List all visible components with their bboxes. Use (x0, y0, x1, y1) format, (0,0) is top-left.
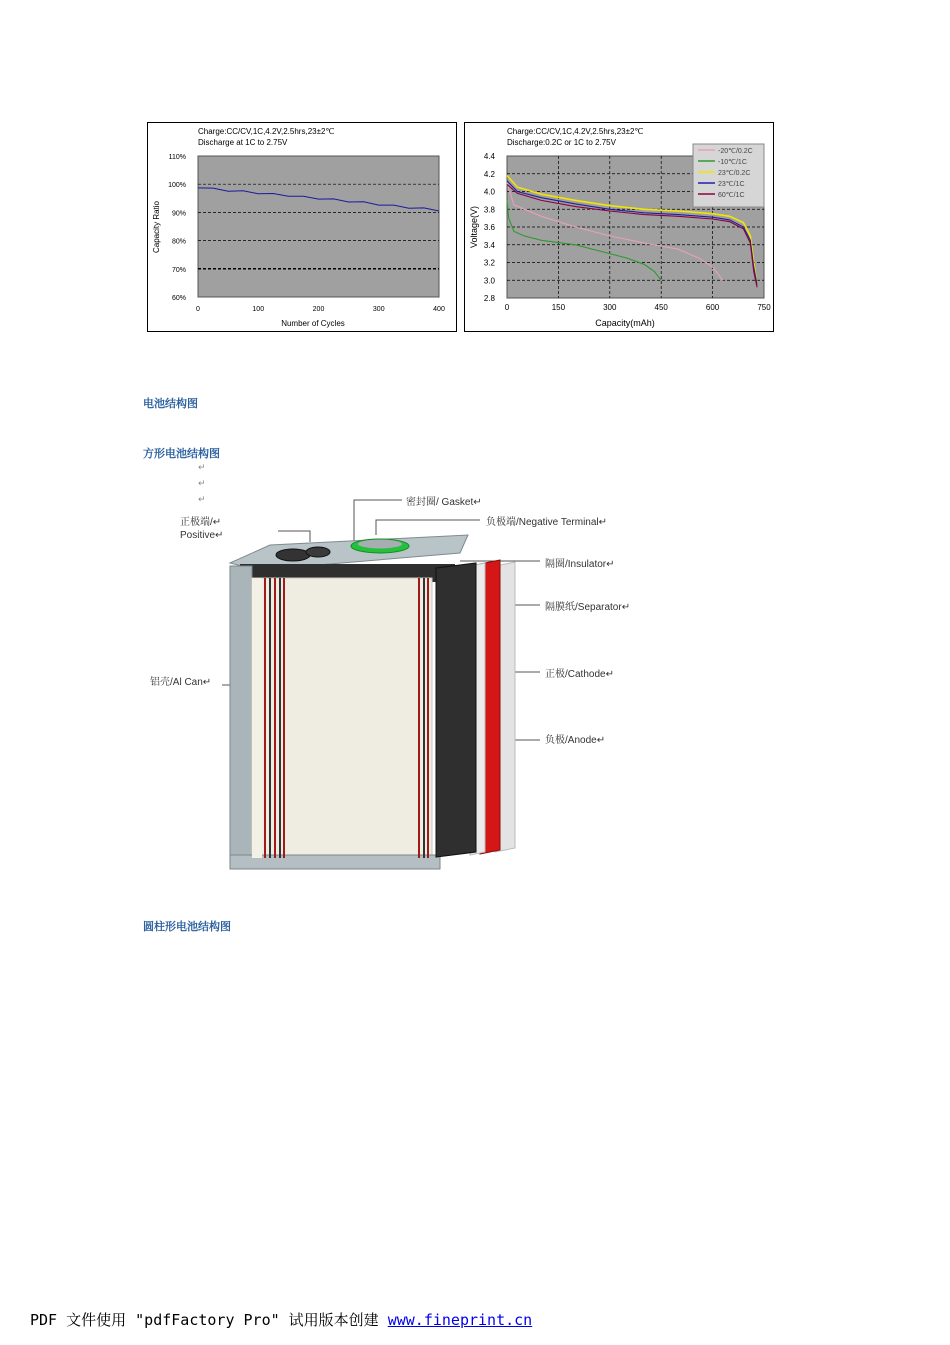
discharge-y-axis-label: Voltage(V) (469, 205, 479, 249)
cycle-x-axis-label: Number of Cycles (281, 319, 345, 328)
label-cathode: 正极/Cathode↵ (545, 669, 614, 680)
al-can-body (230, 566, 252, 869)
cycle-y-tick-label: 110% (168, 154, 186, 161)
heading-prismatic-structure: 方形电池结构图 (143, 447, 220, 460)
paragraph-mark: ↵ (198, 463, 206, 473)
discharge-chart-svg (465, 123, 773, 331)
discharge-x-tick-label: 600 (705, 303, 720, 312)
cycle-y-tick-label: 60% (171, 295, 186, 302)
cycle-y-axis-label: Capacity Ratio (152, 200, 161, 254)
label-al-can: 铝壳/Al Can↵ (150, 677, 212, 688)
cycle-chart-note-1: Charge:CC/CV,1C,4.2V,2.5hrs,23±2℃ (198, 127, 335, 136)
discharge-y-tick-label: 4.4 (483, 152, 495, 161)
positive-terminal-2 (306, 547, 330, 557)
heading-cylindrical-structure: 圆柱形电池结构图 (143, 920, 231, 933)
cycle-plot-area (198, 156, 439, 297)
cycle-y-ticks (168, 154, 186, 302)
anode-layer (436, 563, 476, 857)
cycle-life-chart (147, 122, 457, 332)
cycle-life-chart-svg (148, 123, 456, 331)
discharge-x-tick-label: 750 (757, 303, 771, 312)
footer-text: PDF 文件使用 "pdfFactory Pro" 试用版本创建 (30, 1311, 388, 1329)
cycle-x-tick-label: 100 (252, 306, 265, 313)
cycle-chart-note-2: Discharge at 1C to 2.75V (198, 138, 288, 147)
discharge-y-tick-label: 3.2 (483, 258, 495, 268)
footer-link[interactable]: www.fineprint.cn (387, 1311, 533, 1329)
cycle-x-tick-label: 200 (312, 306, 325, 313)
label-anode: 负极/Anode↵ (545, 735, 606, 746)
legend-label: -20℃/0.2C (718, 148, 753, 155)
discharge-y-tick-label: 3.6 (483, 223, 495, 232)
discharge-chart-note-2: Discharge:0.2C or 1C to 2.75V (507, 138, 616, 147)
paragraph-mark: ↵ (198, 479, 206, 489)
cycle-y-tick-label: 80% (171, 238, 186, 246)
discharge-y-tick-label: 3.4 (483, 240, 495, 250)
discharge-y-ticks (484, 152, 496, 303)
legend-label: 23℃/1C (718, 181, 745, 188)
cycle-y-tick-label: 90% (171, 210, 186, 218)
negative-terminal (358, 540, 402, 549)
positive-terminal (276, 549, 310, 561)
legend-label: 60℃/1C (718, 192, 745, 199)
paragraph-mark: ↵ (198, 495, 206, 505)
discharge-y-tick-label: 4.2 (483, 169, 495, 179)
discharge-x-tick-label: 0 (504, 303, 510, 312)
label-insulator: 隔圈/Insulator↵ (545, 559, 615, 570)
cycle-x-tick-label: 0 (196, 306, 200, 313)
cycle-y-tick-label: 70% (171, 266, 186, 274)
discharge-x-ticks (505, 303, 771, 312)
pdf-footer (30, 1309, 532, 1330)
cycle-x-tick-label: 400 (433, 306, 445, 313)
discharge-chart-note-1: Charge:CC/CV,1C,4.2V,2.5hrs,23±2℃ (507, 127, 644, 136)
discharge-x-tick-label: 150 (551, 303, 566, 312)
discharge-chart (464, 122, 774, 332)
discharge-y-tick-label: 2.8 (483, 294, 495, 303)
discharge-x-tick-label: 300 (603, 303, 617, 312)
label-positive-cn: 正极端/↵ (180, 517, 222, 528)
discharge-legend (693, 144, 764, 207)
discharge-x-tick-label: 450 (654, 303, 668, 312)
discharge-x-axis-label: Capacity(mAh) (595, 318, 655, 328)
discharge-y-tick-label: 4.0 (483, 187, 495, 197)
cycle-x-ticks (196, 306, 445, 313)
discharge-y-tick-label: 3.0 (483, 276, 495, 286)
label-gasket: 密封圈/ Gasket↵ (406, 497, 482, 508)
legend-label: -10℃/1C (718, 159, 747, 166)
cycle-x-tick-label: 300 (372, 306, 385, 313)
legend-label: 23℃/0.2C (718, 170, 751, 177)
label-separator: 隔膜纸/Separator↵ (545, 602, 631, 613)
heading-battery-structure: 电池结构图 (143, 397, 198, 410)
label-positive-en: Positive↵ (180, 530, 224, 541)
cycle-y-tick-label: 100% (168, 182, 186, 190)
label-negative-terminal: 负极端/Negative Terminal↵ (486, 517, 608, 528)
discharge-y-tick-label: 3.8 (483, 205, 495, 215)
